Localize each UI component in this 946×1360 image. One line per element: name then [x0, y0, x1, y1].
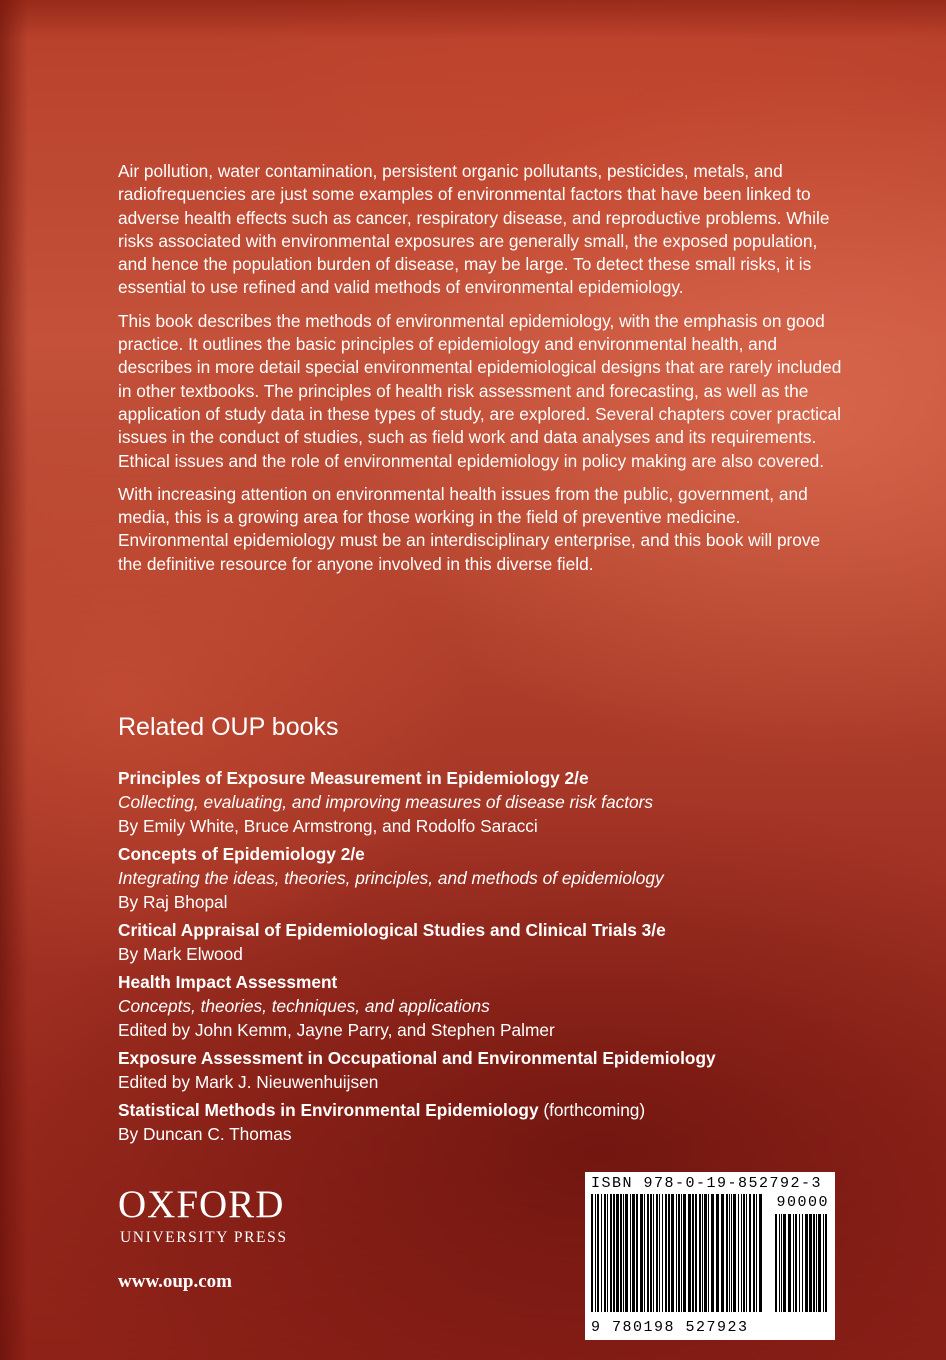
barcode-bar — [656, 1194, 658, 1312]
barcode-bar — [640, 1194, 643, 1312]
book-subtitle: Integrating the ideas, theories, principles, and methods of epidemiology — [118, 868, 664, 888]
barcode-bar — [676, 1194, 677, 1312]
barcode-bar — [711, 1194, 714, 1312]
book-description — [118, 160, 848, 586]
publisher-url: www.oup.com — [118, 1271, 233, 1292]
barcode-bar — [816, 1214, 817, 1312]
description-paragraph-3: With increasing attention on environmental health issues from the public, government, and media, this is a growing area for those working in the field of preventive medicine. Environmental epidemiology must be an interdisciplinary enterprise, and this book will prove the definitive resource for anyone involved in this diverse field. — [118, 483, 821, 574]
book-authors: By Duncan C. Thomas — [118, 1124, 292, 1144]
barcode-bar — [813, 1214, 815, 1312]
barcode-bar — [749, 1194, 751, 1312]
barcode-bar — [647, 1194, 649, 1312]
price-addon-code: 90000 — [776, 1194, 829, 1211]
barcode-bar — [743, 1194, 745, 1312]
book-title-line — [118, 1098, 878, 1122]
barcode-bar — [756, 1194, 757, 1312]
barcode-bar — [636, 1194, 638, 1312]
description-paragraph-2: This book describes the methods of environmental epidemiology, with the emphasis on good practice. It outlines the basic principles of epidemiology and environmental health, and describes in more detail special environmental epidemiological designs that are rarely included in other textbooks. The principles of health risk assessment and forecasting, as well as the application of study data in these types of study, are explored. Several chapters cover practical issues in the conduct of studies, such as field work and data analyses and its requirements. Ethical issues and the role of environmental epidemiology in policy making are also covered. — [118, 310, 842, 471]
barcode-bar — [746, 1194, 747, 1312]
barcode-bar — [708, 1194, 709, 1312]
related-book — [118, 970, 878, 1042]
barcode-bar — [695, 1194, 697, 1312]
barcode-bar — [809, 1214, 812, 1312]
barcode-bar — [781, 1214, 782, 1312]
barcode-bar — [632, 1194, 635, 1312]
barcode-bar — [688, 1194, 691, 1312]
barcode-bar — [802, 1214, 803, 1312]
barcode-bar — [823, 1214, 824, 1312]
barcode-bar — [683, 1194, 686, 1312]
barcode-bar — [741, 1194, 742, 1312]
related-book — [118, 766, 878, 838]
barcode-bar — [616, 1194, 619, 1312]
book-title: Critical Appraisal of Epidemiological Studies and Clinical Trials 3/e — [118, 920, 666, 940]
barcode-bar — [793, 1214, 794, 1312]
book-authors: Edited by John Kemm, Jayne Parry, and Stephen Palmer — [118, 1020, 555, 1040]
barcode-bar — [625, 1194, 628, 1312]
barcode-bar — [630, 1194, 631, 1312]
barcode-bar — [671, 1194, 674, 1312]
barcode-bar — [644, 1194, 645, 1312]
barcode-bar — [805, 1214, 808, 1312]
book-title: Exposure Assessment in Occupational and Environmental Epidemiology — [118, 1048, 716, 1068]
addon-barcode-bars — [775, 1214, 829, 1312]
description-paragraph-1: Air pollution, water contamination, persistent organic pollutants, pesticides, metals, and radiofrequencies are just some examples of environmental factors that have been linked to adverse health effects such as cancer, respiratory disease, and reproductive problems. While risks associated with environmental exposures are generally small, the exposed population, and hence the population burden of disease, may be large. To detect these small risks, it is essential to use refined and valid methods of environmental epidemiology. — [118, 161, 830, 298]
barcode-bar — [668, 1194, 670, 1312]
barcode-bar — [783, 1214, 786, 1312]
book-title: Principles of Exposure Measurement in Epidemiology 2/e — [118, 768, 589, 788]
barcode-bar — [692, 1194, 694, 1312]
barcode-bar — [623, 1194, 624, 1312]
book-subtitle: Concepts, theories, techniques, and applications — [118, 996, 490, 1016]
related-book — [118, 842, 878, 914]
barcode-bar — [597, 1194, 599, 1312]
related-book — [118, 918, 878, 966]
cover-edge-shadow — [0, 0, 28, 1360]
barcode-bar — [775, 1214, 777, 1312]
book-authors: Edited by Mark J. Nieuwenhuijsen — [118, 1072, 379, 1092]
barcode-bar — [818, 1214, 821, 1312]
barcode-digits: 9 780198 527923 — [591, 1319, 749, 1336]
barcode-bar — [653, 1194, 654, 1312]
barcode-bar — [731, 1194, 732, 1312]
barcode-bar — [702, 1194, 703, 1312]
book-title: Health Impact Assessment — [118, 972, 338, 992]
book-subtitle: Collecting, evaluating, and improving measures of disease risk factors — [118, 792, 654, 812]
barcode-bar — [610, 1194, 612, 1312]
barcode-bar — [726, 1194, 728, 1312]
book-forthcoming-note: (forthcoming) — [538, 1100, 646, 1120]
isbn-label: ISBN 978-0-19-852792-3 — [591, 1175, 823, 1192]
barcode-bar — [788, 1214, 791, 1312]
barcode-bars — [591, 1194, 763, 1312]
barcode-bar — [738, 1194, 739, 1312]
barcode-bar — [704, 1194, 707, 1312]
book-authors: By Raj Bhopal — [118, 892, 228, 912]
barcode-bar — [779, 1214, 780, 1312]
barcode-bar — [662, 1194, 663, 1312]
related-book — [118, 1098, 878, 1146]
barcode-bar — [759, 1194, 762, 1312]
barcode-bar — [620, 1194, 622, 1312]
book-authors: By Mark Elwood — [118, 944, 243, 964]
barcode-bar — [601, 1194, 602, 1312]
barcode-bar — [721, 1194, 724, 1312]
barcode-bar — [595, 1194, 596, 1312]
barcode-bar — [795, 1214, 797, 1312]
book-title: Statistical Methods in Environmental Epidemiology — [118, 1100, 539, 1120]
related-book — [118, 1046, 878, 1094]
barcode-bar — [799, 1214, 800, 1312]
barcode-bar — [607, 1194, 608, 1312]
barcode-bar — [825, 1214, 827, 1312]
barcode-bar — [604, 1194, 606, 1312]
book-title: Concepts of Epidemiology 2/e — [118, 844, 365, 864]
cover-top-shadow — [0, 0, 946, 40]
barcode-bar — [591, 1194, 593, 1312]
barcode-bar — [650, 1194, 652, 1312]
barcode-bar — [665, 1194, 667, 1312]
barcode-bar — [699, 1194, 701, 1312]
publisher-logo: OXFORD — [118, 1183, 285, 1226]
barcode-bar — [678, 1194, 680, 1312]
barcode-bar — [613, 1194, 615, 1312]
barcode-bar — [733, 1194, 736, 1312]
barcode-bar — [716, 1194, 719, 1312]
isbn-barcode — [585, 1172, 835, 1340]
publisher-press: UNIVERSITY PRESS — [120, 1229, 288, 1246]
book-authors: By Emily White, Bruce Armstrong, and Rodolfo Saracci — [118, 816, 538, 836]
barcode-bar — [753, 1194, 755, 1312]
barcode-bar — [729, 1194, 730, 1312]
related-books-heading: Related OUP books — [118, 713, 339, 741]
barcode-bar — [681, 1194, 682, 1312]
barcode-bar — [659, 1194, 660, 1312]
related-books-list — [118, 766, 878, 1150]
